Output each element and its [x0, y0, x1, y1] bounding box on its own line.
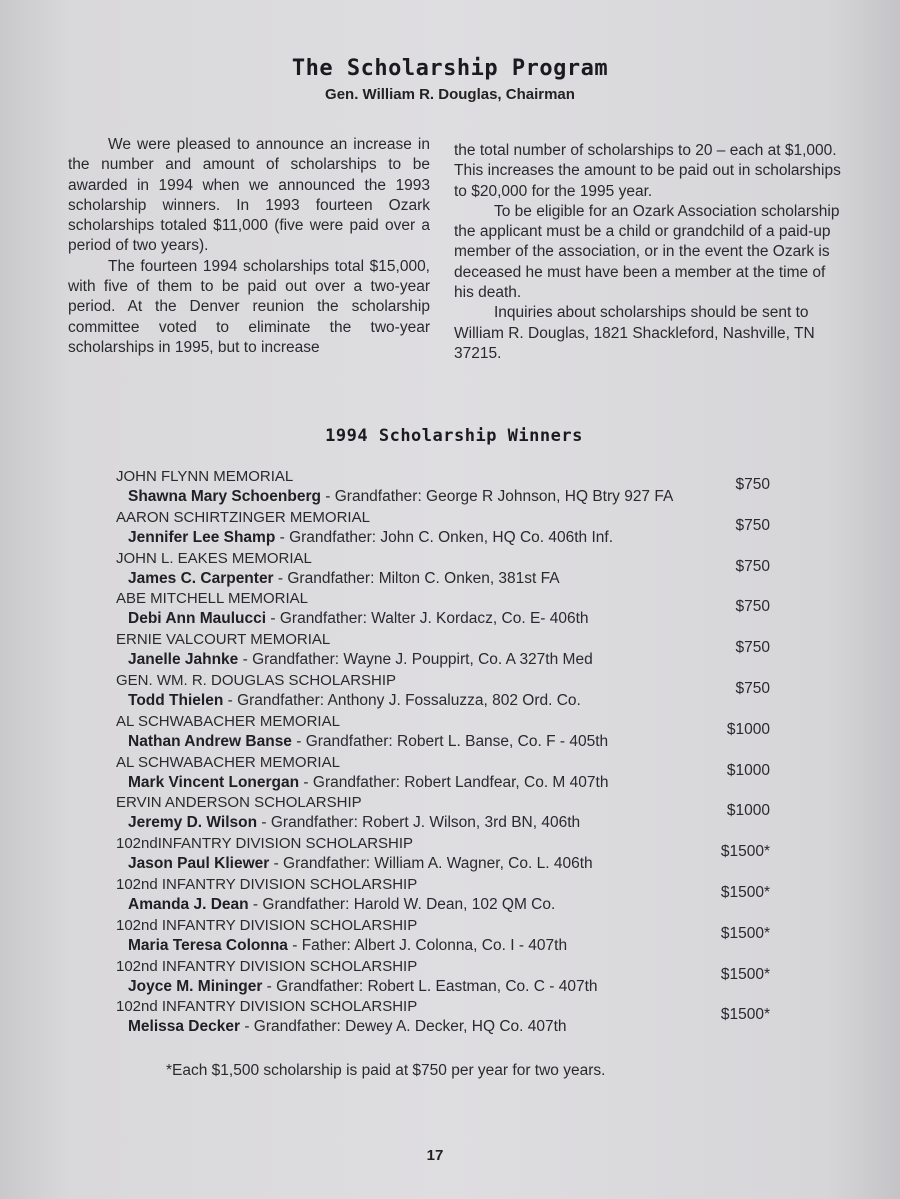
- winner-entry: [112, 917, 792, 958]
- scholarship-name: AARON SCHIRTZINGER MEMORIAL: [116, 508, 370, 526]
- winner-entry: [112, 590, 792, 631]
- recipient-name: Todd Thielen: [128, 691, 224, 709]
- recipient-line: [128, 896, 555, 914]
- recipient-line: [128, 529, 613, 547]
- recipient-relation: - Grandfather: Harold W. Dean, 102 QM Co.: [248, 895, 556, 913]
- intro-paragraph: We were pleased to announce an increase in the number and amount of scholarships to be awarded in 1994 when we announced the 1993 scholarship winners. In 1993 fourteen Ozark scholarships totaled $11,000 (five were paid over a period of two years).: [68, 136, 430, 255]
- recipient-relation: - Grandfather: Robert Landfear, Co. M 407th: [299, 773, 609, 791]
- recipient-line: [128, 488, 673, 506]
- winner-entry: [112, 550, 792, 591]
- winners-list: [112, 468, 792, 1039]
- winner-entry: [112, 754, 792, 795]
- scholarship-amount: $1500*: [720, 1006, 770, 1024]
- winner-entry: [112, 631, 792, 672]
- recipient-line: [128, 570, 560, 588]
- scholarship-amount: $750: [735, 598, 770, 616]
- winner-entry: [112, 509, 792, 550]
- recipient-name: Janelle Jahnke: [128, 651, 239, 669]
- scholarship-amount: $1500*: [720, 924, 770, 942]
- footnote: *Each $1,500 scholarship is paid at $750 per year for two years.: [166, 1062, 606, 1079]
- intro-paragraph: the total number of scholarships to 20 – each at $1,000. This increases the amount to be paid out in scholarships to $20,000 for the 1995 year.: [454, 142, 841, 200]
- winner-entry: [112, 713, 792, 754]
- recipient-line: [128, 610, 589, 628]
- winner-entry: [112, 876, 792, 917]
- recipient-relation: - Grandfather: Robert L. Eastman, Co. C - 407th: [262, 977, 598, 995]
- recipient-name: Jeremy D. Wilson: [128, 814, 258, 832]
- scholarship-amount: $1000: [726, 761, 770, 779]
- recipient-line: [128, 1018, 567, 1036]
- scholarship-amount: $1000: [726, 802, 770, 820]
- recipient-line: [128, 855, 593, 873]
- recipient-name: Melissa Decker: [128, 1018, 241, 1036]
- winners-heading: 1994 Scholarship Winners: [325, 426, 583, 446]
- recipient-line: [128, 978, 598, 996]
- recipient-line: [128, 733, 608, 751]
- scholarship-amount: $1000: [726, 720, 770, 738]
- recipient-relation: - Grandfather: Walter J. Kordacz, Co. E- 406th: [266, 610, 589, 628]
- scholarship-name: JOHN L. EAKES MEMORIAL: [116, 549, 312, 567]
- scholarship-name: GEN. WM. R. DOUGLAS SCHOLARSHIP: [116, 671, 397, 689]
- scholarship-name: 102nd INFANTRY DIVISION SCHOLARSHIP: [116, 998, 418, 1016]
- recipient-name: Jason Paul Kliewer: [128, 855, 270, 873]
- scholarship-name: 102nd INFANTRY DIVISION SCHOLARSHIP: [116, 957, 418, 975]
- scholarship-name: 102ndINFANTRY DIVISION SCHOLARSHIP: [116, 835, 414, 853]
- recipient-name: Joyce M. Mininger: [128, 977, 263, 995]
- intro-left-column: [68, 135, 430, 358]
- intro-paragraph: The fourteen 1994 scholarships total $15,000, with five of them to be paid out over a two-year period. At the Denver reunion the scholarship committee voted to eliminate the two-year scholarships in 1995, but to increase: [68, 257, 430, 356]
- recipient-name: Amanda J. Dean: [128, 895, 249, 913]
- recipient-relation: - Grandfather: Robert L. Banse, Co. F - 405th: [291, 732, 609, 750]
- winner-entry: [112, 794, 792, 835]
- page-subtitle: Gen. William R. Douglas, Chairman: [325, 86, 575, 103]
- scholarship-amount: $750: [735, 516, 770, 534]
- scholarship-name: JOHN FLYNN MEMORIAL: [116, 468, 294, 485]
- recipient-relation: - Grandfather: William A. Wagner, Co. L. 406th: [269, 855, 593, 873]
- scholarship-amount: $750: [735, 639, 770, 657]
- scholarship-amount: $1500*: [720, 843, 770, 861]
- winner-entry: [112, 468, 792, 509]
- page-number: 17: [426, 1147, 444, 1164]
- recipient-relation: - Grandfather: George R Johnson, HQ Btry 927 FA: [320, 488, 674, 505]
- recipient-line: [128, 651, 593, 669]
- recipient-name: Jennifer Lee Shamp: [128, 528, 276, 546]
- recipient-relation: - Grandfather: Milton C. Onken, 381st FA: [273, 569, 560, 587]
- scholarship-name: AL SCHWABACHER MEMORIAL: [116, 712, 340, 730]
- recipient-relation: - Grandfather: John C. Onken, HQ Co. 406th Inf.: [275, 528, 614, 546]
- winner-entry: [112, 998, 792, 1039]
- recipient-name: Nathan Andrew Banse: [128, 732, 292, 750]
- scholarship-amount: $1500*: [720, 965, 770, 983]
- recipient-relation: - Father: Albert J. Colonna, Co. I - 407th: [287, 936, 568, 954]
- recipient-line: [128, 937, 567, 955]
- scholarship-amount: $750: [735, 476, 770, 493]
- scholarship-name: 102nd INFANTRY DIVISION SCHOLARSHIP: [116, 875, 418, 893]
- scholarship-name: ERVIN ANDERSON SCHOLARSHIP: [116, 794, 362, 812]
- winner-entry: [112, 958, 792, 999]
- recipient-line: [128, 692, 581, 710]
- scholarship-name: 102nd INFANTRY DIVISION SCHOLARSHIP: [116, 916, 418, 934]
- scholarship-amount: $750: [735, 679, 770, 697]
- scholarship-amount: $750: [735, 557, 770, 575]
- scholarship-amount: $1500*: [720, 883, 770, 901]
- winner-entry: [112, 672, 792, 713]
- recipient-line: [128, 814, 580, 832]
- scholarship-name: ABE MITCHELL MEMORIAL: [116, 590, 308, 608]
- page-title: The Scholarship Program: [291, 56, 609, 81]
- recipient-relation: - Grandfather: Anthony J. Fossaluzza, 802 Ord. Co.: [223, 691, 581, 709]
- recipient-name: Debi Ann Maulucci: [128, 610, 267, 628]
- recipient-name: Mark Vincent Lonergan: [128, 773, 300, 791]
- intro-paragraph: Inquiries about scholarships should be sent to William R. Douglas, 1821 Shackleford, Nashville, TN 37215.: [454, 304, 815, 362]
- winner-entry: [112, 835, 792, 876]
- recipient-relation: - Grandfather: Dewey A. Decker, HQ Co. 407th: [240, 1018, 567, 1036]
- recipient-line: [128, 774, 608, 792]
- intro-right-column: [454, 141, 842, 364]
- recipient-name: Maria Teresa Colonna: [128, 936, 288, 954]
- scholarship-name: AL SCHWABACHER MEMORIAL: [116, 753, 340, 771]
- recipient-relation: - Grandfather: Robert J. Wilson, 3rd BN, 406th: [257, 814, 581, 832]
- intro-paragraph: To be eligible for an Ozark Association scholarship the applicant must be a child or grandchild of a paid-up member of the association, or in the event the Ozark is deceased he must have been a member at the time of his death.: [454, 202, 840, 302]
- scholarship-name: ERNIE VALCOURT MEMORIAL: [116, 631, 331, 649]
- recipient-relation: - Grandfather: Wayne J. Pouppirt, Co. A 327th Med: [238, 651, 593, 669]
- recipient-name: Shawna Mary Schoenberg: [128, 488, 321, 505]
- recipient-name: James C. Carpenter: [128, 569, 274, 587]
